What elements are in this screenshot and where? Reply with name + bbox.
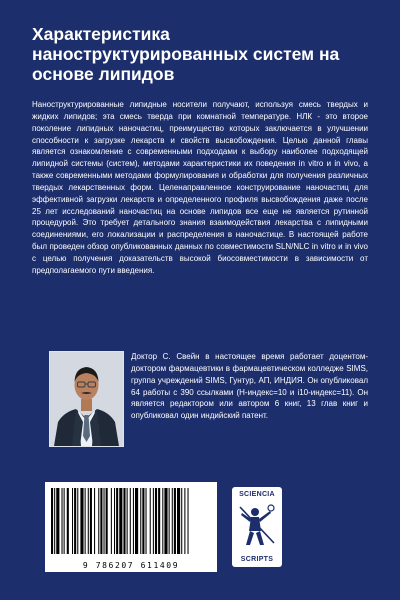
barcode-bar [116,488,118,554]
barcode-bar [130,488,131,554]
barcode-bar [94,488,95,554]
barcode-bar [51,488,53,554]
barcode-bar [142,488,144,554]
publisher-logo-bottom-text: SCRIPTS [240,556,274,563]
barcode-bar [153,488,154,554]
barcode-bar [104,488,105,554]
author-portrait-image [50,352,123,446]
barcode-bar [177,488,180,554]
isbn-barcode [45,482,217,572]
barcode-bar [164,488,167,554]
barcode-bar [80,488,83,554]
barcode-bar [111,488,112,554]
barcode-bar [135,488,138,554]
barcode-bar [90,488,92,554]
barcode-bar [158,488,160,554]
barcode-bars [45,482,217,558]
barcode-bar [77,488,78,554]
publisher-logo [232,487,282,567]
scientist-figure-icon [237,503,277,547]
barcode-bar [123,488,125,554]
barcode-bar [133,488,134,554]
barcode-bar [100,488,102,554]
barcode-bar [74,488,76,554]
book-abstract: Наноструктурированные липидные носители получают, используя смесь твердых и жидких липидов; эта смесь тверда при комнатной температуре. НЛК - это второе поколение липидных наночастиц, преимущество которых заключается в улучшении способности к загрузке лекарств и свойств высвобождения. Целью данной главы является ознакомление с современными подходами к выбору наиболее подходящей липидной системы (систем), методами характеристики их поведения in vitro и in vivo, а также современными методами формулирования и обработки для получения различных твердых лекарственных форм. Целенаправленное конструирование наночастиц для эффективной загрузки лекарств и определенного профиля высвобождения даже после 25 лет исследований наночастиц на основе липидов все еще не является рутинной процедурой. Это требует детального знания взаимодействия лекарства с липидными соединениями, его локализации и распределения в наночастице. В настоящей работе был проведен обзор опубликованных данных по совместимости SLN/NLC in vitro и in vivo с целью получения доказательств высокой биосовместимости в зависимости от предполагаемого пути введения. [32,100,368,275]
author-photo [49,351,124,447]
publisher-logo-top-text: SCIENCIA [239,491,275,498]
barcode-bar [184,488,185,554]
author-bio: Доктор С. Свейн в настоящее время работает доцентом-доктором фармацевтики в фармацевтическом колледже SIMS, группа учреждений SIMS, Гунтур, АП, ИНДИЯ. Он опубликовал 64 работы с 390 ссылками (H-индекс=10 и i10-индекс=11). Он является редактором или автором 6 книг, 13 глав книг и опубликовал один индийский патент. [131,352,368,421]
barcode-bar [188,488,189,554]
barcode-bar [119,488,122,554]
isbn-digits: 9 786207 611409 [82,561,180,570]
barcode-bar [54,488,55,554]
barcode-bar [72,488,73,554]
barcode-bar [155,488,157,554]
barcode-bar [150,488,151,554]
barcode-bar [56,488,59,554]
barcode-bar [67,488,69,554]
barcode-bar [106,488,108,554]
barcode-bar [127,488,128,554]
barcode-bar [85,488,86,554]
barcode-bar [140,488,141,554]
barcode-bar [64,488,65,554]
barcode-bar [146,488,147,554]
barcode-bar [114,488,115,554]
barcode-bar [174,488,176,554]
book-title: Характеристика наноструктурированных систем на основе липидов [32,24,340,84]
barcode-bar [169,488,170,554]
barcode-bar [162,488,163,554]
barcode-bar [181,488,182,554]
barcode-bar [88,488,89,554]
barcode-bar [172,488,173,554]
barcode-bar [62,488,63,554]
barcode-bar [98,488,99,554]
